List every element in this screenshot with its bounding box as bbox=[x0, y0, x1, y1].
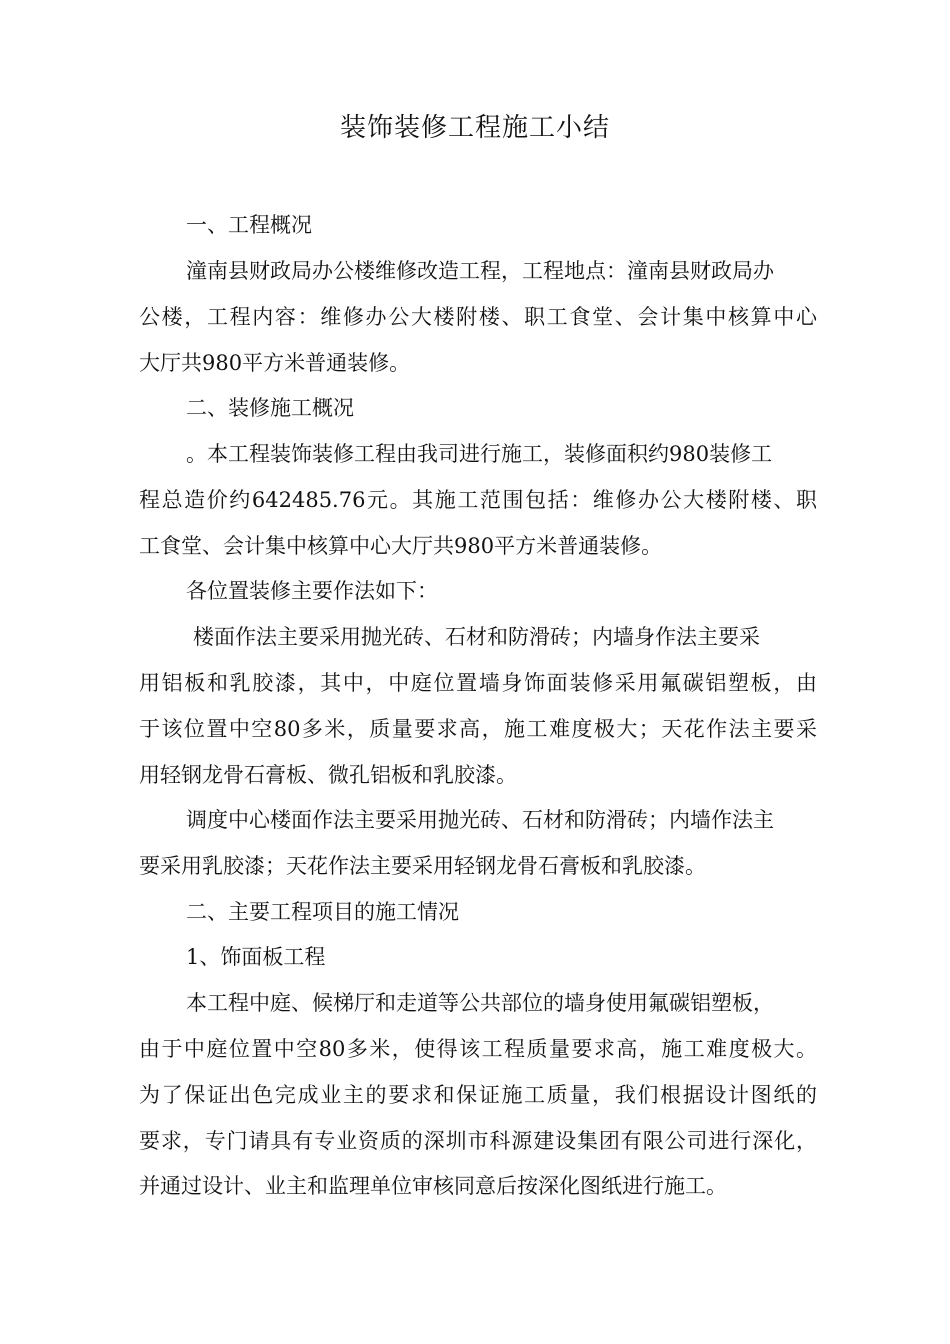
paragraph-line: 由于中庭位置中空80多米，使得该工程质量要求高，施工难度极大。 bbox=[139, 1037, 817, 1061]
subsection-heading: 1、饰面板工程 bbox=[186, 945, 326, 969]
paragraph-line: 并通过设计、业主和监理单位审核同意后按深化图纸进行施工。 bbox=[139, 1174, 727, 1198]
paragraph-line: 要求，专门请具有专业资质的深圳市科源建设集团有限公司进行深化， bbox=[139, 1129, 817, 1153]
paragraph-line: 公楼，工程内容：维修办公大楼附楼、职工食堂、会计集中核算中心 bbox=[139, 305, 817, 329]
paragraph-line: 潼南县财政局办公楼维修改造工程，工程地点：潼南县财政局办 bbox=[186, 259, 774, 283]
paragraph-line: 楼面作法主要采用抛光砖、石材和防滑砖；内墙身作法主要采 bbox=[193, 625, 760, 649]
paragraph-line: 大厅共980平方米普通装修。 bbox=[139, 351, 411, 375]
paragraph-line: 工食堂、会计集中核算中心大厅共980平方米普通装修。 bbox=[139, 534, 663, 558]
section-heading: 二、主要工程项目的施工情况 bbox=[186, 900, 459, 924]
paragraph-line: 各位置装修主要作法如下： bbox=[186, 579, 438, 603]
paragraph-line: 于该位置中空80多米，质量要求高，施工难度极大；天花作法主要采 bbox=[139, 717, 817, 741]
paragraph-line: 用轻钢龙骨石膏板、微孔铝板和乳胶漆。 bbox=[139, 763, 517, 787]
paragraph-line: 要采用乳胶漆；天花作法主要采用轻钢龙骨石膏板和乳胶漆。 bbox=[139, 854, 706, 878]
section-heading: 二、装修施工概况 bbox=[186, 396, 354, 420]
paragraph-line: 。本工程装饰装修工程由我司进行施工，装修面积约980装修工 bbox=[186, 442, 773, 466]
section-heading: 一、工程概况 bbox=[186, 213, 312, 237]
paragraph-line: 用铝板和乳胶漆，其中，中庭位置墙身饰面装修采用氟碳铝塑板，由 bbox=[139, 671, 817, 695]
document-title: 装饰装修工程施工小结 bbox=[339, 113, 610, 143]
paragraph-line: 为了保证出色完成业主的要求和保证施工质量，我们根据设计图纸的 bbox=[139, 1083, 817, 1107]
paragraph-line: 调度中心楼面作法主要采用抛光砖、石材和防滑砖；内墙作法主 bbox=[186, 808, 774, 832]
paragraph-line: 本工程中庭、候梯厅和走道等公共部位的墙身使用氟碳铝塑板， bbox=[186, 991, 774, 1015]
paragraph-line: 程总造价约642485.76元。其施工范围包括：维修办公大楼附楼、职 bbox=[139, 488, 817, 512]
